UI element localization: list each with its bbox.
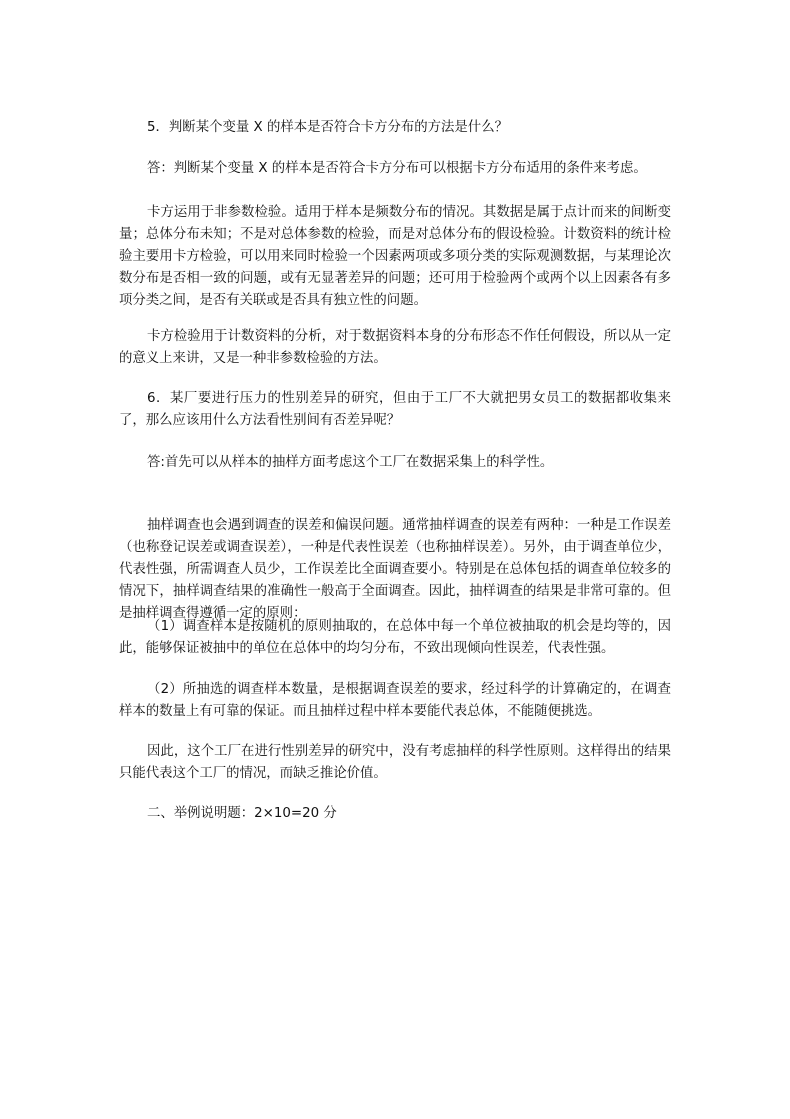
answer-5-paragraph-1: 卡方运用于非参数检验。适用于样本是频数分布的情况。其数据是属于点计而来的间断变量；总体分布未知；不是对总体参数的检验，而是对总体分布的假设检验。计数资料的统计检验主要用卡方检验，可以用来同时检验一个因素两项或多项分类的实际观测数据，与某理论次数分布是否相一致的问题，或有无显著差异的问题；还可用于检验两个或两个以上因素各有多项分类之间，是否有关联或是否具有独立性的问题。 [119, 205, 671, 308]
answer-6-paragraph-1: 抽样调查也会遇到调查的误差和偏误问题。通常抽样调查的误差有两种：一种是工作误差（也称登记误差或调查误差），一种是代表性误差（也称抽样误差）。另外，由于调查单位少，代表性强，所需调查人员少，工作误差比全面调查要小。特别是在总体包括的调查单位较多的情况下，抽样调查结果的准确性一般高于全面调查。因此，抽样调查的结果是非常可靠的。但是抽样调查得遵循一定的原则： [119, 518, 671, 621]
question-5: 5．判断某个变量 X 的样本是否符合卡方分布的方法是什么？ [147, 120, 508, 135]
section-heading-2: 二、举例说明题：2×10=20 分 [147, 806, 337, 821]
answer-6-conclusion: 因此，这个工厂在进行性别差异的研究中，没有考虑抽样的科学性原则。这样得出的结果只能代表这个工厂的情况，而缺乏推论价值。 [119, 744, 671, 781]
answer-6-intro: 答:首先可以从样本的抽样方面考虑这个工厂在数据采集上的科学性。 [147, 455, 554, 470]
question-6: 6．某厂要进行压力的性别差异的研究，但由于工厂不大就把男女员工的数据都收集来了，那么应该用什么方法看性别间有否差异呢？ [119, 391, 671, 428]
answer-5-intro: 答：判断某个变量 X 的样本是否符合卡方分布可以根据卡方分布适用的条件来考虑。 [147, 161, 647, 176]
principle-2: （2）所抽选的调查样本数量，是根据调查误差的要求，经过科学的计算确定的，在调查样本的数量上有可靠的保证。而且抽样过程中样本要能代表总体，不能随便挑选。 [119, 682, 671, 719]
principle-1: （1）调查样本是按随机的原则抽取的，在总体中每一个单位被抽取的机会是均等的，因此，能够保证被抽中的单位在总体中的均匀分布，不致出现倾向性误差，代表性强。 [119, 619, 671, 656]
answer-5-paragraph-2: 卡方检验用于计数资料的分析，对于数据资料本身的分布形态不作任何假设，所以从一定的意义上来讲，又是一种非参数检验的方法。 [119, 329, 671, 366]
